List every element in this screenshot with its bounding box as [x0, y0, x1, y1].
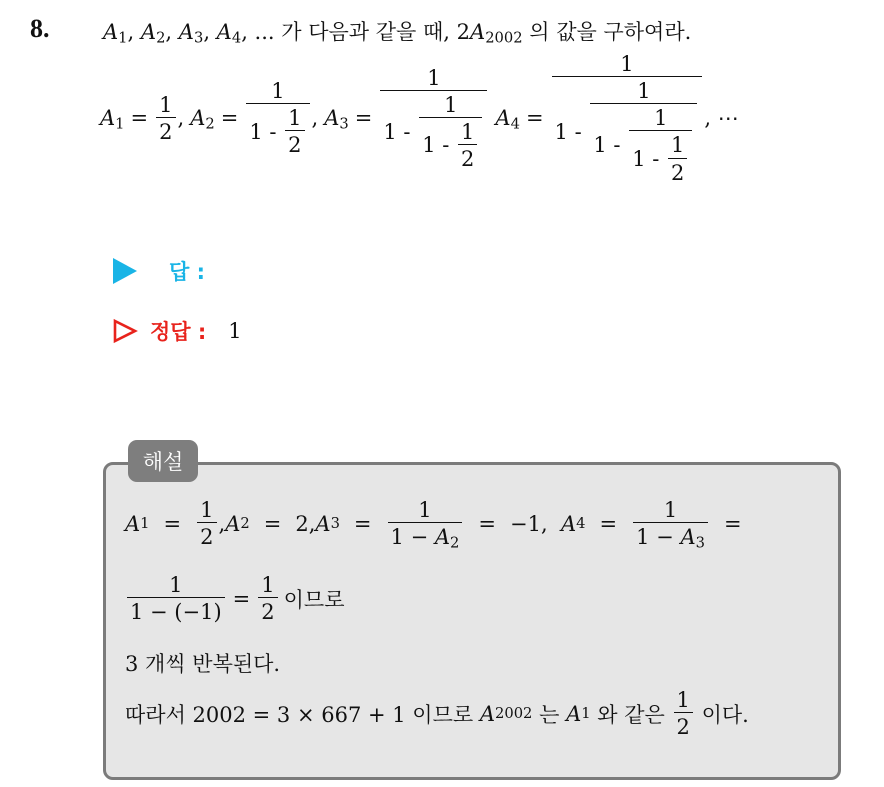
term-a3: $A_3$ — [324, 106, 349, 134]
sequence-definition: $A_1$ = $\frac{1}{2}$ , $A_2$ = 1 1 - $\frac{1}{2}$ , $A_3$ = 1 1 - 1 1 - $\frac{1}{2}$ $A_4$ = 1 1 - 1 1 - 1 1 - $\frac{1}{2}$ , ⋯ — [100, 52, 739, 185]
explanation-line-1: A 1 = $\frac{1}{2}$ , A 2 = 2, A 3 = $\frac{1}{1 - A_2}$ = −1, A 4 = $\frac{1}{1 - A_3}$ = — [125, 498, 742, 552]
correct-answer-label: 정답 : — [150, 320, 207, 344]
question-text: $A_1$, $A_2$, $A_3$, $A_4$, ... 가 다음과 같을 때, $2A_{2002}$ 의 값을 구하여라. — [103, 20, 692, 47]
term-a4: $A_4$ — [495, 106, 520, 134]
explanation-line-4: 따라서 2002 = 3 × 667 + 1 이므로 A 2002 는 A 1 와 같은 $\frac{1}{2}$ 이다. — [125, 688, 749, 740]
term-a2: $A_2$ — [190, 106, 215, 134]
correct-answer-value: 1 — [228, 319, 242, 343]
question-number: 8. — [30, 14, 50, 43]
explanation-line-3: 3 개씩 반복된다. — [125, 652, 281, 676]
outline-triangle-icon — [112, 318, 138, 344]
explanation-line-2: $\frac{1}{1 - (-1)}$ = $\frac{1}{2}$ 이므로 — [125, 573, 345, 624]
explanation-tag: 해설 — [128, 440, 198, 482]
play-triangle-icon — [113, 258, 137, 284]
term-a1: $A_1$ — [100, 106, 125, 134]
correct-answer-row — [112, 316, 242, 346]
answer-row — [113, 256, 205, 286]
answer-label: 답 : — [169, 260, 205, 284]
